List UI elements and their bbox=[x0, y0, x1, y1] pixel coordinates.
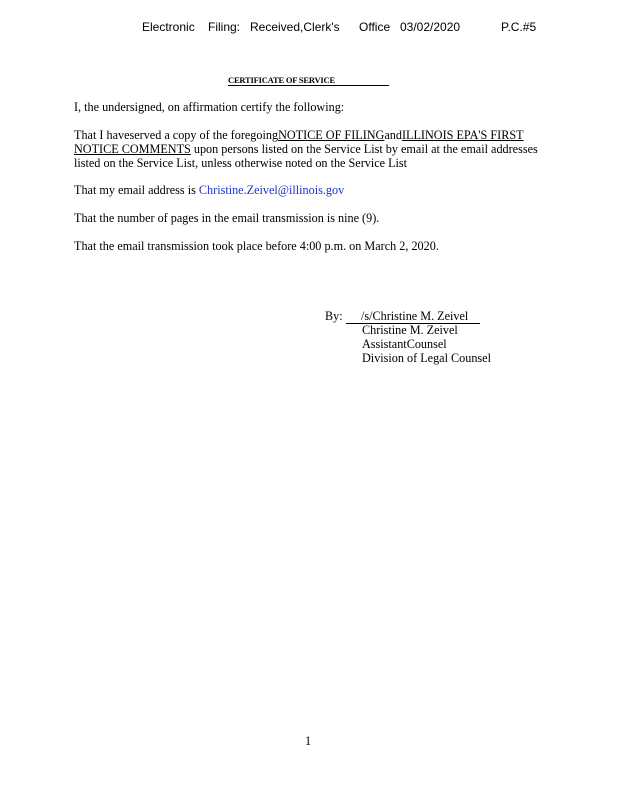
paragraph-service-line2 bbox=[74, 142, 538, 156]
signature-by-label: By: bbox=[325, 309, 343, 323]
header-pc: P.C.#5 bbox=[501, 20, 537, 34]
document-title: CERTIFICATE OF SERVICE bbox=[228, 75, 389, 86]
email-link[interactable]: Christine.Zeivel@illinois.gov bbox=[198, 183, 345, 197]
and-text: and bbox=[384, 128, 402, 142]
service-prefix: That I haveserved a copy of the foregoing bbox=[74, 128, 279, 142]
header-electronic: Electronic bbox=[142, 20, 195, 34]
notice-comments-title: NOTICE COMMENTS bbox=[74, 142, 191, 156]
header-date: 03/02/2020 bbox=[400, 20, 461, 34]
signer-role: AssistantCounsel bbox=[362, 337, 447, 351]
notice-of-filing-title: NOTICE OF FILING bbox=[278, 128, 385, 142]
paragraph-service-line1 bbox=[74, 128, 524, 142]
paragraph-pages: That the number of pages in the email transmission is nine (9). bbox=[74, 211, 380, 225]
signer-name: Christine M. Zeivel bbox=[362, 323, 458, 337]
header-received: Received,Clerk's bbox=[250, 20, 340, 34]
header-filing: Filing: bbox=[208, 20, 241, 34]
header-office: Office bbox=[359, 20, 391, 34]
paragraph-email bbox=[74, 183, 344, 197]
page-number: 1 bbox=[305, 734, 312, 748]
paragraph-service-line3: listed on the Service List, unless otherwise noted on the Service List bbox=[74, 156, 408, 170]
service-line2-rest: upon persons listed on the Service List by email at the email addresses bbox=[193, 142, 538, 156]
email-prefix: That my email address is bbox=[74, 183, 199, 197]
illinois-epa-title: ILLINOIS EPA'S FIRST bbox=[401, 128, 524, 142]
intro-text: I, the undersigned, on affirmation certify the following: bbox=[74, 100, 345, 114]
signer-division: Division of Legal Counsel bbox=[362, 351, 491, 365]
signature-line: /s/Christine M. Zeivel bbox=[346, 309, 480, 324]
paragraph-time: That the email transmission took place before 4:00 p.m. on March 2, 2020. bbox=[74, 239, 439, 253]
